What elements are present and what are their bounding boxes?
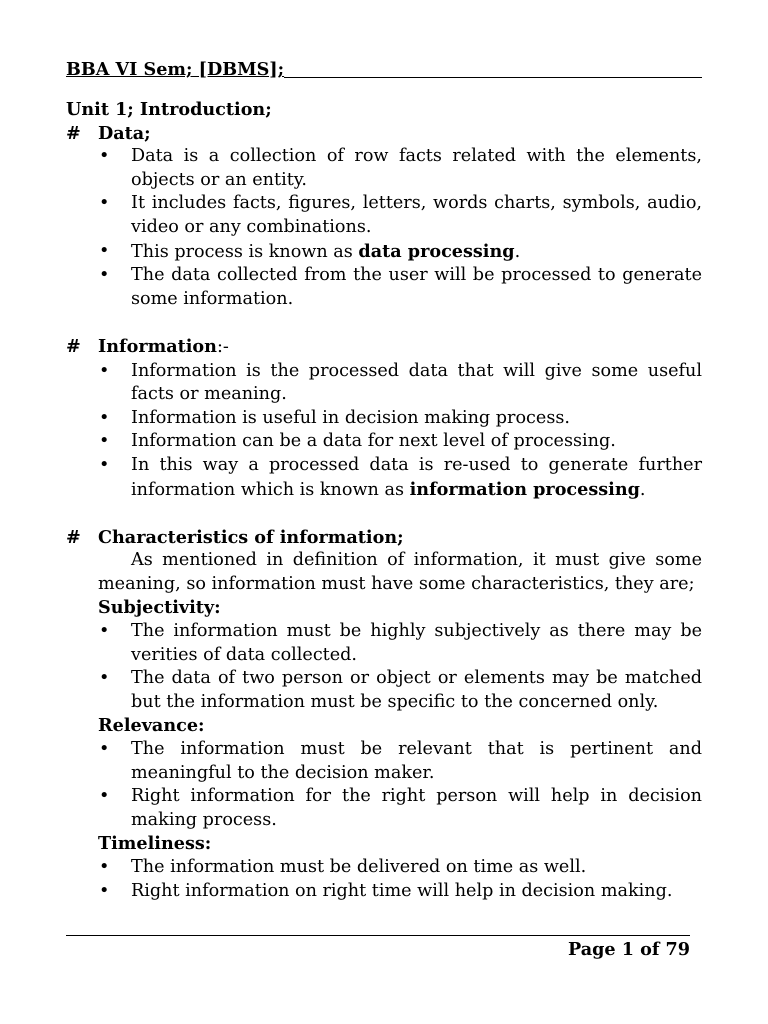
subheading-timeliness: Timeliness:: [98, 833, 212, 855]
list-item: • Data is a collection of row facts related with the elements, objects or an entity.: [66, 145, 702, 192]
list-item: • Right information on right time will help in decision making.: [66, 880, 702, 904]
list-item-text: .: [514, 241, 521, 262]
bold-term: data processing: [358, 240, 515, 262]
document-page: [66, 58, 702, 903]
section-heading-data: [66, 122, 702, 146]
list-item-text: This process is known as: [131, 241, 359, 262]
list-item: • It includes facts, figures, letters, words charts, symbols, audio, video or any combinations.: [66, 192, 702, 239]
unit-title: Unit 1; Introduction;: [66, 99, 272, 120]
list-item: [66, 454, 702, 502]
timeliness-bullet-list: [66, 856, 702, 903]
course-header: BBA VI Sem; [DBMS];: [66, 59, 285, 81]
spacer: [66, 502, 702, 526]
subheading-relevance: Relevance:: [98, 715, 205, 737]
section-title: [98, 335, 229, 360]
list-item-text: .: [639, 479, 646, 500]
section-title-text: Information: [98, 335, 217, 357]
section-heading-characteristics: [66, 526, 702, 550]
list-item: • The information must be delivered on time as well.: [66, 856, 702, 880]
page-footer: [66, 935, 690, 960]
section-heading-information: [66, 335, 702, 360]
page-header: [66, 58, 702, 82]
hash-marker: #: [66, 526, 81, 548]
hash-marker: #: [66, 335, 81, 357]
list-item: • The information must be relevant that is pertinent and meaningful to the decision maker.: [66, 738, 702, 785]
header-rule: [284, 77, 702, 78]
page-number: Page 1 of 79: [567, 939, 690, 960]
section-title: Characteristics of information;: [98, 526, 404, 548]
list-item: • Right information for the right person will help in decision making process.: [66, 785, 702, 832]
list-item: [66, 240, 702, 265]
list-item: • The information must be highly subjectively as there may be verities of data collected.: [66, 620, 702, 667]
list-item: • The data collected from the user will be processed to generate some information.: [66, 264, 702, 311]
spacer: [66, 311, 702, 335]
list-item: • Information is the processed data that will give some useful facts or meaning.: [66, 360, 702, 407]
section-title-suffix: :-: [216, 336, 229, 357]
bold-term: information processing: [409, 478, 640, 500]
list-item: • Information is useful in decision making process.: [66, 407, 702, 431]
list-item-text: In this way a processed data is re-used to generate further information which is known as: [131, 454, 702, 500]
hash-marker: #: [66, 122, 81, 144]
subheading-subjectivity: Subjectivity:: [98, 597, 221, 619]
relevance-bullet-list: [66, 738, 702, 832]
data-bullet-list: [66, 145, 702, 311]
characteristics-intro: As mentioned in definition of information, it must give some meaning, so information must have some characteristics, they are;: [98, 550, 702, 594]
list-item: • The data of two person or object or elements may be matched but the information must be specific to the concerned only.: [66, 667, 702, 714]
subjectivity-bullet-list: [66, 620, 702, 714]
list-item: • Information can be a data for next level of processing.: [66, 430, 702, 454]
information-bullet-list: [66, 360, 702, 503]
section-title: Data;: [98, 122, 151, 144]
